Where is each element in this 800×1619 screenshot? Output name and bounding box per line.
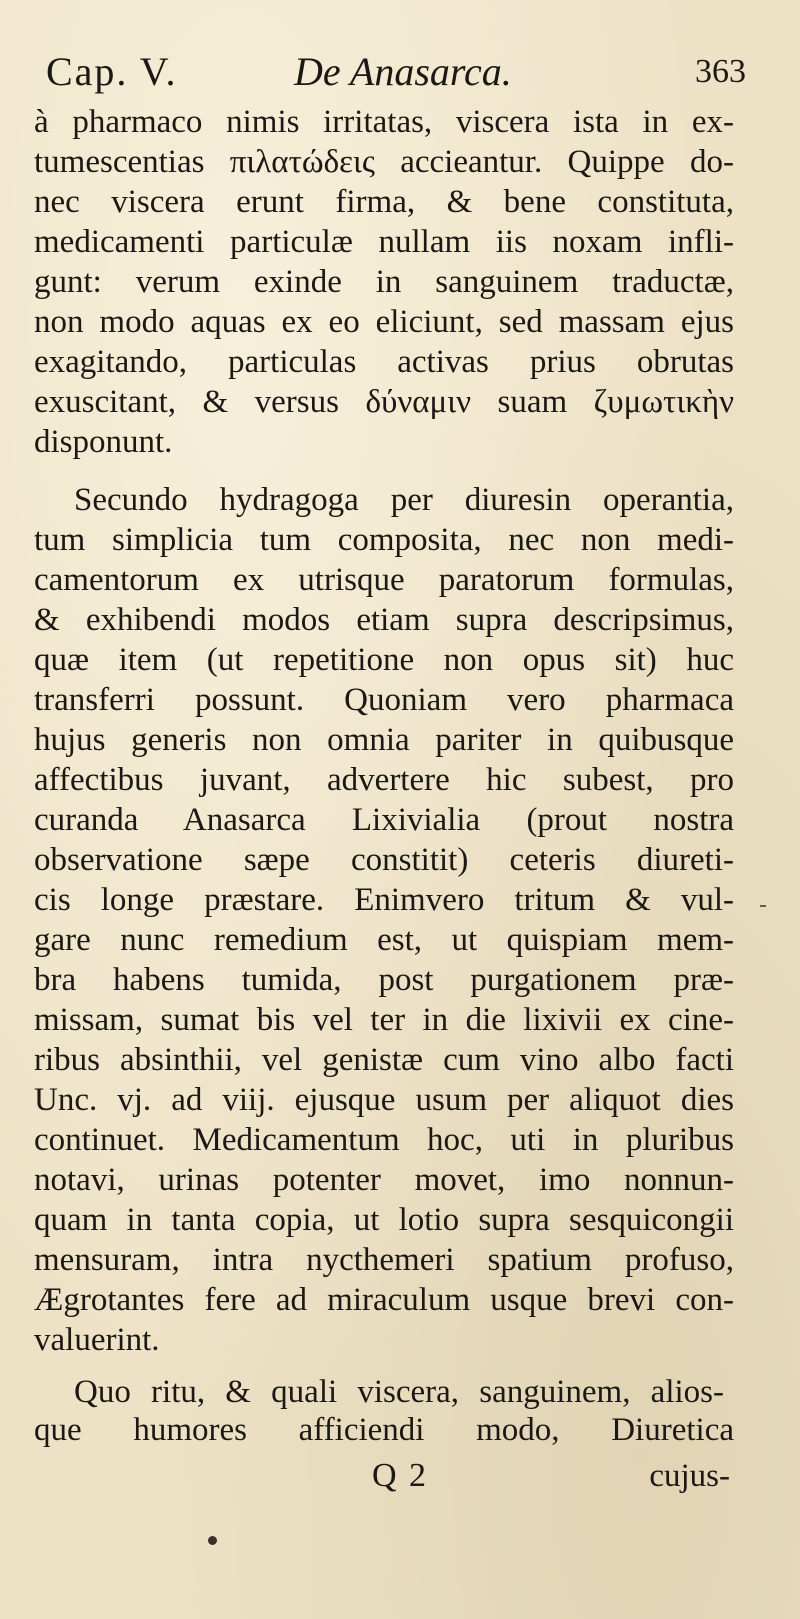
paragraph-start-line: Quo ritu, & quali viscera, sanguinem, alios- [74,1374,724,1410]
text-line: Ægrotantes fere ad miraculum usque brevi con- [34,1282,734,1318]
text-line: exuscitant, & versus δύναμιν suam ζυμωτικὴν [34,384,734,420]
text-line: nec viscera erunt firma, & bene constituta, [34,184,734,220]
text-line: bra habens tumida, post purgationem præ- [34,962,734,998]
text-line: exagitando, particulas activas prius obrutas [34,344,734,380]
text-line: quæ item (ut repetitione non opus sit) huc [34,642,734,678]
text-line: mensuram, intra nycthemeri spatium profuso, [34,1242,734,1278]
text-line: gunt: verum exinde in sanguinem traductæ, [34,264,734,300]
text-line: valuerint. [34,1322,160,1358]
text-line: transferri possunt. Quoniam vero pharmaca [34,682,734,718]
text-line: à pharmaco nimis irritatas, viscera ista in ex- [34,104,734,140]
text-line: missam, sumat bis vel ter in die lixivii ex cine- [34,1002,734,1038]
signature-mark: Q 2 [372,1457,429,1494]
ink-speck [208,1536,217,1545]
page-number: 363 [695,53,746,90]
text-line: notavi, urinas potenter movet, imo nonnun- [34,1162,734,1198]
text-line: cis longe præstare. Enimvero tritum & vul- [34,882,734,918]
text-line: curanda Anasarca Lixivialia (prout nostra [34,802,734,838]
text-line-final: que humores afficiendi modo, Diuretica [34,1412,734,1448]
text-line: Unc. vj. ad viij. ejusque usum per aliquot dies [34,1082,734,1118]
text-line: continuet. Medicamentum hoc, uti in pluribus [34,1122,734,1158]
running-header [46,44,746,100]
text-line: gare nunc remedium est, ut quispiam mem- [34,922,734,958]
catchword: cujus- [649,1458,730,1494]
text-line: disponunt. [34,424,173,460]
text-line: camentorum ex utrisque paratorum formulas, [34,562,734,598]
text-line: & exhibendi modos etiam supra descripsimus, [34,602,734,638]
text-line: affectibus juvant, advertere hic subest, pro [34,762,734,798]
text-line: quam in tanta copia, ut lotio supra sesquicongii [34,1202,734,1238]
text-line: ribus absinthii, vel genistæ cum vino albo facti [34,1042,734,1078]
text-line: tumescentias πιλατώδεις accieantur. Quippe do- [34,144,734,180]
chapter-label: Cap. V. [46,49,178,94]
text-line: medicamenti particulæ nullam iis noxam infli- [34,224,734,260]
running-title: De Anasarca. [294,49,512,94]
margin-mark [760,905,766,907]
text-line: observatione sæpe constitit) ceteris diureti- [34,842,734,878]
text-line: hujus generis non omnia pariter in quibusque [34,722,734,758]
paragraph-start-line: Secundo hydragoga per diuresin operantia, [74,482,734,518]
text-line: non modo aquas ex eo eliciunt, sed massam ejus [34,304,734,340]
text-line: tum simplicia tum composita, nec non medi- [34,522,734,558]
